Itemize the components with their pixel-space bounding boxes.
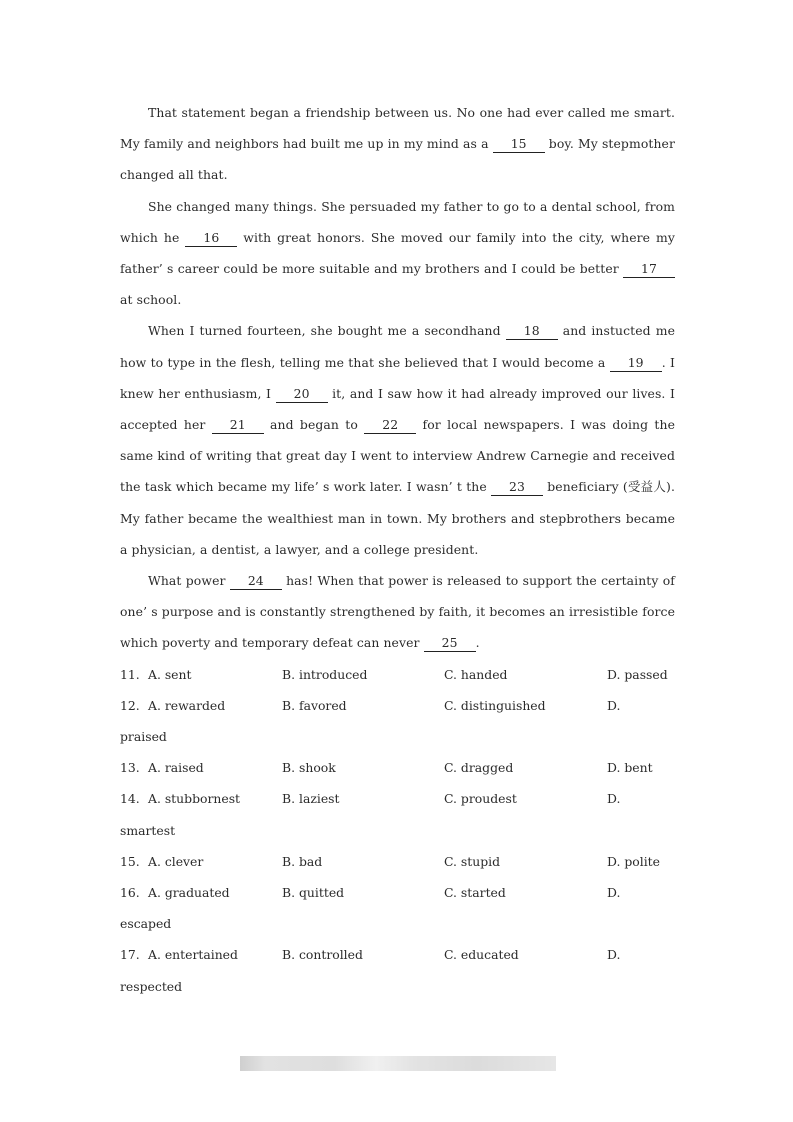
blank-18: 18 [506, 323, 558, 340]
question-number: 12. [120, 697, 140, 713]
option-c: C. educated [444, 947, 519, 963]
text: She changed many things. She persuaded my father to go to a dental school, from which he [120, 198, 675, 245]
text: beneficiary (受益人). My father became the wealthiest man in town. My brothers and stepbrothers became a physician, a dentist, a lawyer, and a college president. [120, 479, 675, 557]
text: What power [148, 573, 230, 589]
question-row [120, 659, 675, 690]
option-b: B. bad [282, 853, 323, 869]
text: it, and I saw how it had already improved our lives. I accepted her [120, 385, 675, 433]
question-number: 17. [120, 947, 140, 963]
option-c: C. stupid [444, 853, 501, 869]
option-b: B. quitted [282, 884, 345, 900]
question-number: 15. [120, 853, 140, 869]
question-row [120, 846, 675, 877]
question-number: 16. [120, 884, 140, 900]
option-d: D. bent [607, 760, 653, 776]
option-a: A. raised [148, 760, 204, 776]
question-row [120, 752, 675, 783]
blank-21: 21 [212, 417, 264, 434]
text: for local newspapers. I was doing the same kind of writing that great day I went to interview Andrew Carnegie and received the task which became my life’ s work later. I wasn’ t the [120, 417, 676, 495]
option-a: A. entertained [148, 947, 238, 963]
blank-17: 17 [623, 261, 675, 278]
option-d: D. [607, 791, 621, 807]
text: That statement began a friendship between us. No one had ever called me smart. My family and neighbors had built me up in my mind as a [120, 105, 675, 152]
question-row [120, 783, 675, 814]
text: at school. [120, 292, 182, 308]
blank-16: 16 [185, 230, 237, 247]
option-d: D. [607, 884, 621, 900]
blank-15: 15 [493, 136, 545, 153]
paragraph-4 [120, 565, 675, 659]
option-c: C. started [444, 884, 506, 900]
document-page [120, 97, 675, 1002]
question-options [120, 659, 675, 1002]
option-b: B. introduced [282, 666, 368, 682]
paragraph-2 [120, 191, 675, 316]
text: with great honors. She moved our family into the city, where my father’ s career could be more suitable and my brothers and I could be better [120, 229, 676, 277]
paragraph-3 [120, 315, 675, 565]
text: boy. My stepmother changed all that. [120, 136, 675, 183]
option-d-wrapped-text: respected [120, 978, 183, 994]
text: . I knew her enthusiasm, I [120, 354, 675, 401]
option-c: C. proudest [444, 791, 517, 807]
option-c: C. distinguished [444, 697, 546, 713]
option-a: A. graduated [148, 884, 230, 900]
option-d-wrapped-text: praised [120, 729, 167, 745]
question-row [120, 877, 675, 908]
option-a: A. rewarded [148, 697, 226, 713]
option-b: B. laziest [282, 791, 340, 807]
blank-23: 23 [491, 479, 543, 496]
question-row [120, 690, 675, 721]
option-d: D. passed [607, 666, 668, 682]
option-a: A. sent [148, 666, 192, 682]
text: and began to [263, 417, 365, 433]
option-d-wrapped-text: escaped [120, 916, 172, 932]
blank-22: 22 [364, 417, 416, 434]
option-d-wrapped-text: smartest [120, 822, 176, 838]
option-c: C. dragged [444, 760, 514, 776]
option-a: A. stubbornest [148, 791, 241, 807]
question-number: 11. [120, 666, 140, 682]
blurred-footer [240, 1056, 556, 1071]
question-number: 14. [120, 791, 140, 807]
option-c: C. handed [444, 666, 508, 682]
blank-19: 19 [610, 355, 662, 372]
blank-20: 20 [276, 386, 328, 403]
option-d: D. [607, 697, 621, 713]
text: When I turned fourteen, she bought me a secondhand [148, 323, 506, 339]
option-b: B. favored [282, 697, 347, 713]
text: has! When that power is released to support the certainty of one’ s purpose and is constantly strengthened by faith, it becomes an irresistible force which poverty and temporary defeat can never [120, 573, 675, 651]
blank-24: 24 [230, 573, 282, 590]
question-row [120, 939, 675, 970]
paragraph-1 [120, 97, 675, 191]
option-b: B. controlled [282, 947, 363, 963]
blank-25: 25 [424, 635, 476, 652]
option-d: D. polite [607, 853, 660, 869]
option-a: A. clever [148, 853, 204, 869]
question-number: 13. [120, 760, 140, 776]
text: and instucted me how to type in the flesh, telling me that she believed that I would become a [120, 323, 676, 370]
option-d: D. [607, 947, 621, 963]
option-b: B. shook [282, 760, 336, 776]
text: . [475, 635, 480, 651]
